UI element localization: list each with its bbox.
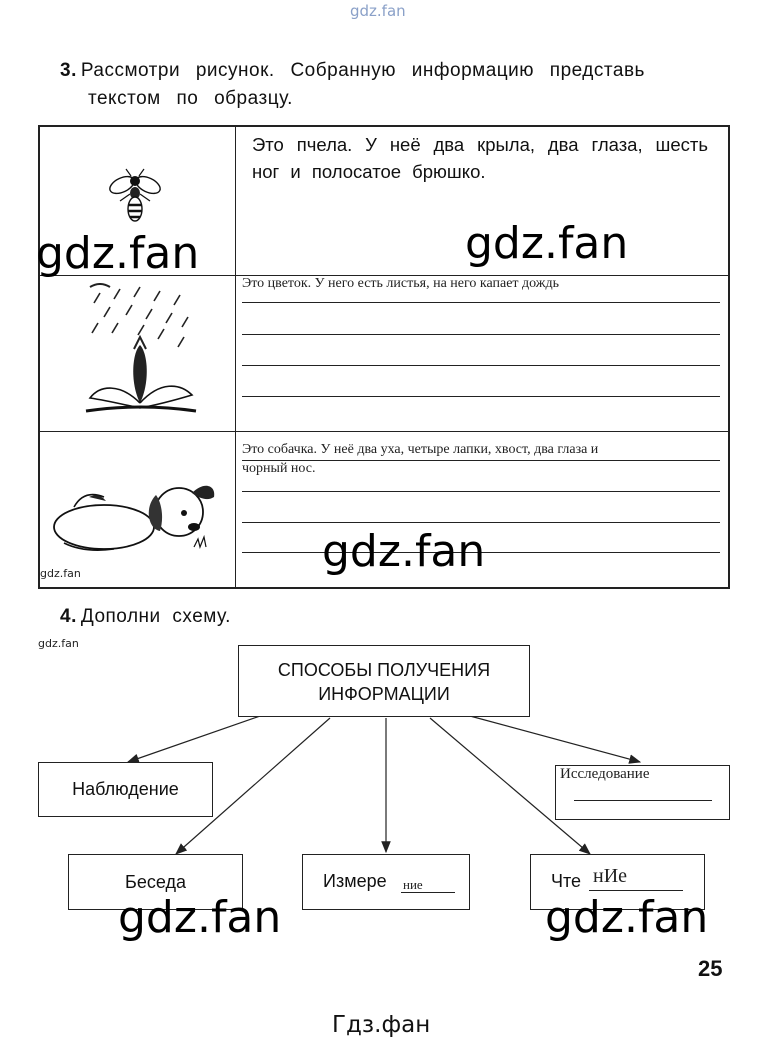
bee-description: Это пчела. У неё два крыла, два глаза, шесть ног и полосатое брюшко. bbox=[252, 134, 708, 182]
scheme-research-answer: Исследование bbox=[560, 766, 650, 782]
task3-line1: Рассмотри рисунок. Собранную информацию представь bbox=[80, 60, 645, 81]
watermark-big: gdz.fan bbox=[545, 892, 709, 943]
scheme-root-line2: ИНФОРМАЦИИ bbox=[318, 684, 450, 704]
answer-line bbox=[401, 892, 455, 893]
puppy-description-line2: чорный нос. bbox=[242, 461, 316, 476]
watermark-small: gdz.fan bbox=[38, 637, 79, 650]
answer-line bbox=[589, 890, 683, 891]
watermark-small: gdz.fan bbox=[40, 567, 81, 580]
scheme-reading-printed: Чте bbox=[551, 871, 582, 891]
answer-line bbox=[574, 800, 712, 801]
scheme-conversation-label: Беседа bbox=[125, 871, 186, 892]
task3-line2: текстом по образцу. bbox=[88, 88, 293, 109]
task3-number: 3. bbox=[60, 60, 77, 81]
watermark-top: gdz.fan bbox=[350, 2, 406, 20]
scheme-reading-answer: нИе bbox=[593, 865, 628, 887]
task4-number: 4. bbox=[60, 606, 77, 627]
scheme-root-line1: СПОСОБЫ ПОЛУЧЕНИЯ bbox=[277, 660, 491, 680]
scheme-observation-label: Наблюдение bbox=[72, 779, 179, 799]
watermark-big: gdz.fan bbox=[36, 228, 200, 279]
watermark-big: gdz.fan bbox=[465, 218, 629, 269]
scheme-measurement-box bbox=[302, 854, 470, 910]
scheme-measurement-answer: ние bbox=[403, 877, 423, 892]
scheme-root-box bbox=[238, 645, 530, 717]
task4-title: Дополни схему. bbox=[80, 606, 231, 627]
watermark-big: gdz.fan bbox=[322, 526, 486, 577]
flower-description: Это цветок. У него есть листья, на него капает дождь bbox=[242, 276, 559, 291]
page-number: 25 bbox=[698, 956, 723, 981]
scheme-measurement-printed: Измере bbox=[323, 871, 387, 891]
scheme-research-box bbox=[555, 765, 730, 820]
puppy-description-line1: Это собачка. У неё два уха, четыре лапки, хвост, два глаза и bbox=[242, 442, 599, 457]
watermark-big: gdz.fan bbox=[118, 892, 282, 943]
watermark-bottom: Гдз.фан bbox=[332, 1012, 431, 1038]
scheme-observation-box bbox=[38, 762, 213, 817]
